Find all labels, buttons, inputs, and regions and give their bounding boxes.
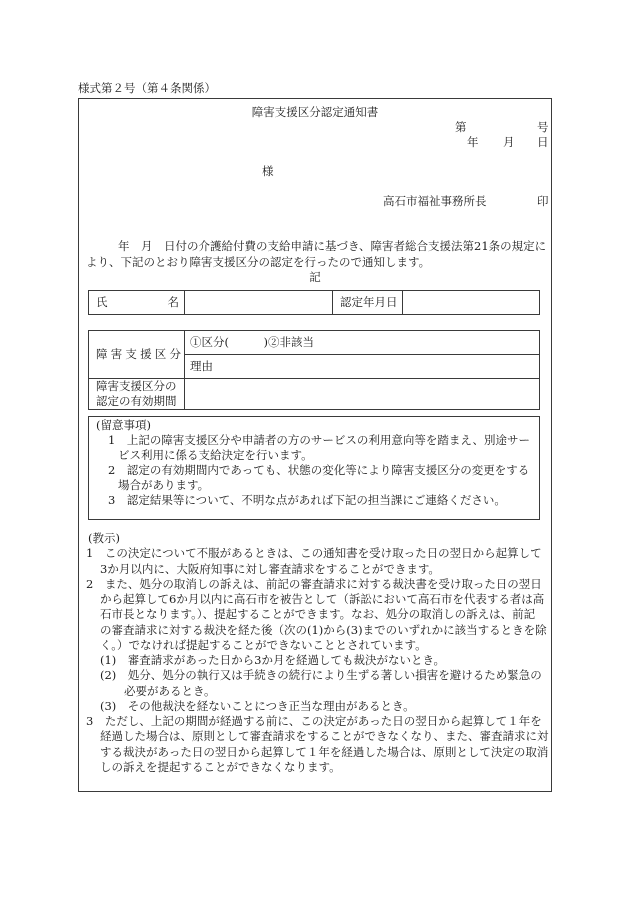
- certification-date-label: 認定年月日: [333, 291, 403, 314]
- classification-options: ①区分( )②非該当: [185, 331, 539, 355]
- notes-line: ビス利用に係る支給決定を行います。: [118, 448, 313, 462]
- ki-heading: 記: [309, 270, 321, 284]
- instructions-line: の審査請求に対する裁決を経た後（次の(1)から(3)までのいずれかに該当するときを除: [100, 622, 547, 637]
- notice-number-suffix: 号: [537, 120, 549, 134]
- instructions-line: 必要があるとき。: [124, 683, 216, 698]
- intro-line: より、下記のとおり障害支援区分の認定を行ったので通知します。: [86, 255, 431, 269]
- notes-line: 2 認定の有効期間内であっても、状態の変化等により障害支援区分の変更をする: [108, 463, 530, 477]
- instructions-heading: (教示): [88, 531, 120, 545]
- notes-line: 3 認定結果等について、不明な点があれば下記の担当課にご連絡ください。: [108, 493, 506, 507]
- instructions-line: 1 この決定について不服があるときは、この通知書を受け取った日の翌日から起算して: [86, 546, 542, 561]
- validity-label-line: 障害支援区分の: [96, 379, 177, 393]
- issue-date-year: 年: [467, 135, 479, 149]
- notice-frame: [78, 98, 552, 792]
- issuer-name: 高石市福祉事務所長: [383, 194, 487, 208]
- instructions-line: 経過した場合は、原則として審査請求をすることができなくなり、また、審査請求に対: [100, 729, 549, 744]
- name-label-cell: [89, 291, 185, 314]
- certification-date-value-cell: [403, 291, 539, 314]
- instructions-line: 3か月以内に、大阪府知事に対し審査請求をすることができます。: [100, 561, 440, 576]
- document-title: 障害支援区分認定通知書: [251, 105, 379, 119]
- instructions-line: 3 ただし、上記の期間が経過する前に、この決定があった日の翌日から起算して１年を: [86, 714, 542, 729]
- validity-period-label: [89, 379, 185, 409]
- issue-date-day: 日: [537, 135, 549, 149]
- issuer-seal-mark: 印: [537, 194, 549, 208]
- instructions-section: [86, 531, 550, 775]
- notes-box: [88, 416, 540, 520]
- intro-line: 年 月 日付の介護給付費の支給申請に基づき、障害者総合支援法第21条の規定に: [118, 239, 547, 253]
- instructions-line: する裁決があった日の翌日から起算して１年を経過した場合は、原則として決定の取消: [100, 744, 549, 759]
- reason-label: 理由: [185, 355, 539, 379]
- instructions-line: (3) その他裁決を経ないことにつき正当な理由があるとき。: [100, 698, 415, 713]
- name-value-cell: [185, 291, 333, 314]
- issue-date-month: 月: [503, 135, 515, 149]
- instructions-line: 2 また、処分の取消しの訴えは、前記の審査請求に対する裁決書を受け取った日の翌日: [86, 576, 542, 591]
- name-label-char: 名: [167, 295, 179, 309]
- addressee-honorific: 様: [262, 164, 274, 178]
- instructions-line: しの訴えを提起することができなくなります。: [100, 759, 341, 774]
- recipient-table: [88, 290, 540, 315]
- notes-line: 1 上記の障害支援区分や申請者の方のサービスの利用意向等を踏まえ、別途サー: [108, 433, 531, 447]
- instructions-line: (1) 審査請求があった日から3か月を経過しても裁決がないとき。: [100, 653, 446, 668]
- name-label-char: 氏: [96, 295, 108, 309]
- notes-heading: (留意事項): [96, 418, 151, 432]
- instructions-line: (2) 処分、処分の執行又は手続きの続行により生ずる著しい損害を避けるため緊急の: [100, 668, 542, 683]
- notes-line: 場合があります。: [118, 478, 210, 492]
- classification-label: 障害支援区分: [89, 331, 185, 379]
- instructions-line: く。）でなければ提起することができないこととされています。: [100, 637, 427, 652]
- instructions-line: 石市長となります。）、提起することができます。なお、処分の取消しの訴えは、前記: [100, 607, 536, 622]
- instructions-line: から起算して6か月以内に高石市を被告として（訴訟において高石市を代表する者は高: [100, 592, 545, 607]
- validity-period-value-cell: [185, 379, 539, 409]
- form-number-label: 様式第２号（第４条関係）: [78, 81, 216, 95]
- classification-table: [88, 330, 540, 410]
- notice-number-prefix: 第: [455, 120, 467, 134]
- validity-label-line: 認定の有効期間: [96, 394, 177, 408]
